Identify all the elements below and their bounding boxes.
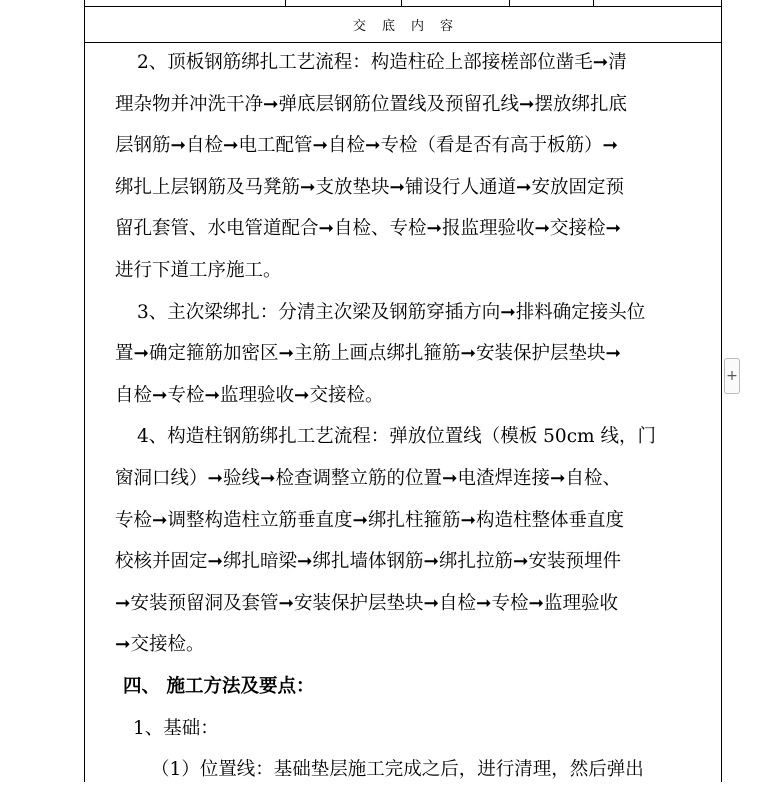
document-body (115, 42, 695, 791)
paragraph-line: 理杂物并冲洗干净➞弹底层钢筋位置线及预留孔线➞摆放绑扎底 (115, 93, 628, 115)
paragraph-line: 3、主次梁绑扎：分清主次梁及钢筋穿插方向➞排料确定接头位 (137, 301, 646, 323)
paragraph-line: 进行下道工序施工。 (115, 259, 282, 281)
plus-icon[interactable] (724, 358, 740, 394)
paragraph-line: 2、顶板钢筋绑扎工艺流程：构造柱砼上部接槎部位凿毛➞清 (137, 52, 627, 73)
table-header-row (85, 6, 721, 43)
paragraph-line: 4、构造柱钢筋绑扎工艺流程：弹放位置线（模板 50cm 线，门 (137, 426, 656, 448)
paragraph-line: 置➞确定箍筋加密区➞主筋上画点绑扎箍筋➞安装保护层垫块➞ (115, 343, 622, 365)
subsection-heading: 1、基础： (133, 717, 219, 739)
section-heading: 四、 施工方法及要点： (123, 675, 315, 697)
plus-glyph: + (726, 368, 738, 384)
paragraph-line: 窗洞口线）➞验线➞检查调整立筋的位置➞电渣焊连接➞自检、 (115, 467, 622, 489)
paragraph-line: ➞安装预留洞及套管➞安装保护层垫块➞自检➞专检➞监理验收 (115, 592, 619, 614)
section-title: 交底内容 (352, 18, 469, 34)
paragraph-line: ➞交接检。 (115, 634, 205, 656)
paragraph-line: 校核并固定➞绑扎暗梁➞绑扎墙体钢筋➞绑扎拉筋➞安装预埋件 (115, 551, 622, 573)
paragraph-line: （1）位置线：基础垫层施工完成之后，进行清理，然后弹出 (151, 759, 644, 781)
paragraph-line: 层钢筋➞自检➞电工配管➞自检➞专检（看是否有高于板筋）➞ (115, 135, 619, 157)
document-table (84, 0, 722, 782)
paragraph-line: 留孔套管、水电管道配合➞自检、专检➞报监理验收➞交接检➞ (115, 218, 622, 240)
paragraph-line: 绑扎上层钢筋及马凳筋➞支放垫块➞铺设行人通道➞安放固定预 (115, 176, 625, 198)
paragraph-line: 专检➞调整构造柱立筋垂直度➞绑扎柱箍筋➞构造柱整体垂直度 (115, 509, 625, 531)
paragraph-line: 自检➞专检➞监理验收➞交接检。 (115, 384, 384, 406)
